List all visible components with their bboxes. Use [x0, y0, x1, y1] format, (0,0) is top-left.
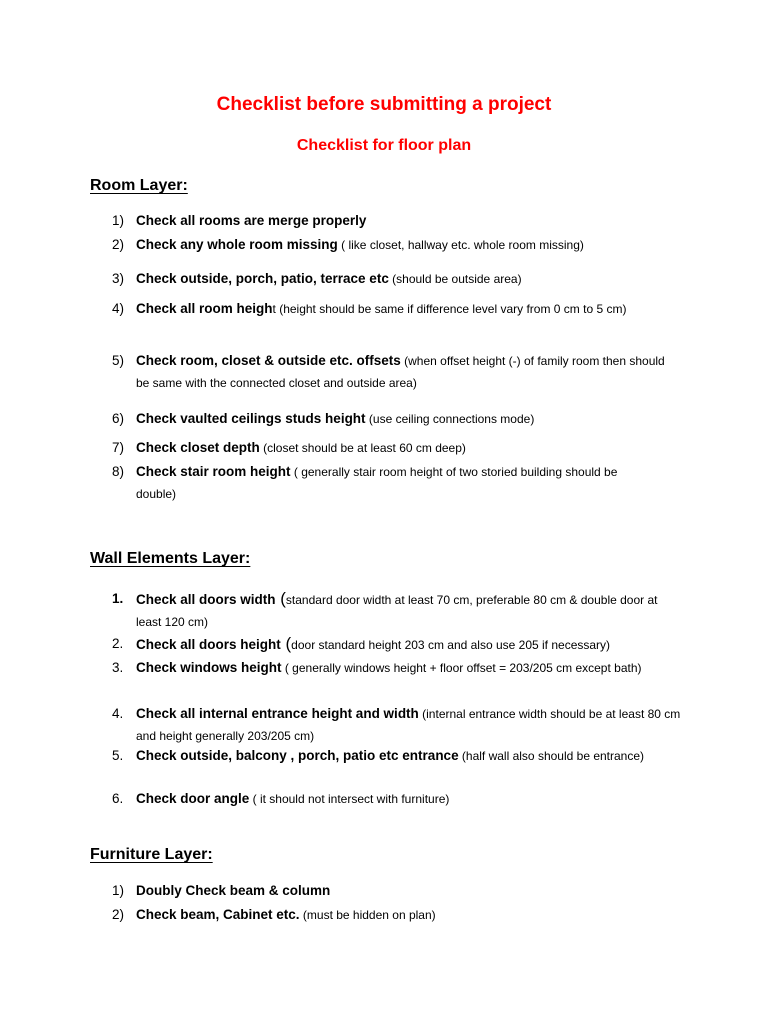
list-item-lead: Check outside, balcony , porch, patio etc entrance [136, 748, 459, 763]
list-item-detail: door standard height 203 cm and also use 205 if necessary) [291, 638, 611, 652]
list-item [90, 657, 690, 679]
list-item-number: 2) [112, 907, 125, 922]
list-item-lead: Check all doors width [136, 592, 276, 607]
list-item-lead: Check windows height [136, 660, 282, 675]
list-item-number: 3) [112, 271, 125, 286]
section-heading-room-layer: Room Layer: [90, 177, 188, 194]
list-item-number: 6. [112, 791, 124, 806]
list-item-lead: Check vaulted ceilings studs height [136, 411, 366, 426]
list-item [90, 298, 690, 320]
list-item-detail: standard door width at least 70 cm, preferable 80 cm & double door at least 120 cm) [136, 593, 658, 629]
list-item-detail: ( generally windows height + floor offset = 203/205 cm except bath) [281, 661, 642, 675]
page-subtitle: Checklist for floor plan [296, 137, 472, 154]
list-item [90, 904, 690, 926]
list-item-detail: (use ceiling connections mode) [365, 412, 535, 426]
list-item-number: 2. [112, 636, 124, 651]
list-item-detail: t (height should be same if difference level vary from 0 cm to 5 cm) [272, 302, 627, 316]
list-item-number: 1. [112, 591, 124, 606]
list-item [90, 437, 690, 459]
list-item [90, 880, 690, 902]
section-heading-furniture-layer: Furniture Layer: [90, 846, 213, 863]
list-item [90, 461, 690, 505]
list-item-lead: Check room, closet & outside etc. offsets [136, 353, 401, 368]
list-item [90, 268, 690, 290]
list-item-lead: Check outside, porch, patio, terrace etc [136, 271, 389, 286]
list-item-number: 2) [112, 237, 125, 252]
list-item-detail: (when offset height (-) of family room then should be same with the connected closet and outside area) [136, 354, 665, 390]
list-item-lead: Check stair room height [136, 464, 291, 479]
list-item-lead: Check beam, Cabinet etc. [136, 907, 300, 922]
list-item-detail: (closet should be at least 60 cm deep) [259, 441, 466, 455]
list-item [90, 788, 690, 810]
list-item-number: 5) [112, 353, 125, 368]
list-item-lead: Check all doors height [136, 637, 281, 652]
list-item-detail: ( generally stair room height of two storied building should be double) [136, 465, 618, 501]
list-item-detail: (should be outside area) [388, 272, 522, 286]
list-item-number: 4) [112, 301, 125, 316]
list-item [90, 588, 690, 633]
list-item-lead: Check all room heigh [136, 301, 273, 316]
page-title: Checklist before submitting a project [216, 94, 552, 115]
list-item-lead: Check door angle [136, 791, 250, 806]
list-item [90, 703, 690, 747]
list-item [90, 408, 690, 430]
section-heading-wall-elements-layer: Wall Elements Layer: [90, 550, 251, 567]
list-item-detail: (half wall also should be entrance) [458, 749, 645, 763]
list-item [90, 210, 690, 232]
list-item-lead: Check closet depth [136, 440, 260, 455]
list-item-lead: Check all internal entrance height and width [136, 706, 419, 721]
list-item-paren: ( [280, 634, 292, 653]
list-item-detail: ( like closet, hallway etc. whole room missing) [337, 238, 584, 252]
list-item [90, 350, 690, 394]
list-item-number: 8) [112, 464, 125, 479]
list-item-number: 6) [112, 411, 125, 426]
list-item-lead: Check all rooms are merge properly [136, 213, 367, 228]
list-item-number: 4. [112, 706, 124, 721]
list-item-paren: ( [275, 589, 286, 608]
list-item-lead: Doubly Check beam & column [136, 883, 331, 898]
list-item-lead: Check any whole room missing [136, 237, 338, 252]
list-item-detail: (internal entrance width should be at least 80 cm and height generally 203/205 cm) [136, 707, 681, 743]
list-item-detail: (must be hidden on plan) [299, 908, 436, 922]
list-item-number: 3. [112, 660, 124, 675]
list-item-number: 5. [112, 748, 124, 763]
list-item-number: 7) [112, 440, 125, 455]
list-item-number: 1) [112, 883, 125, 898]
list-item-number: 1) [112, 213, 125, 228]
list-item [90, 633, 690, 656]
list-item [90, 745, 690, 767]
list-item [90, 234, 690, 256]
list-item-detail: ( it should not intersect with furniture) [249, 792, 450, 806]
